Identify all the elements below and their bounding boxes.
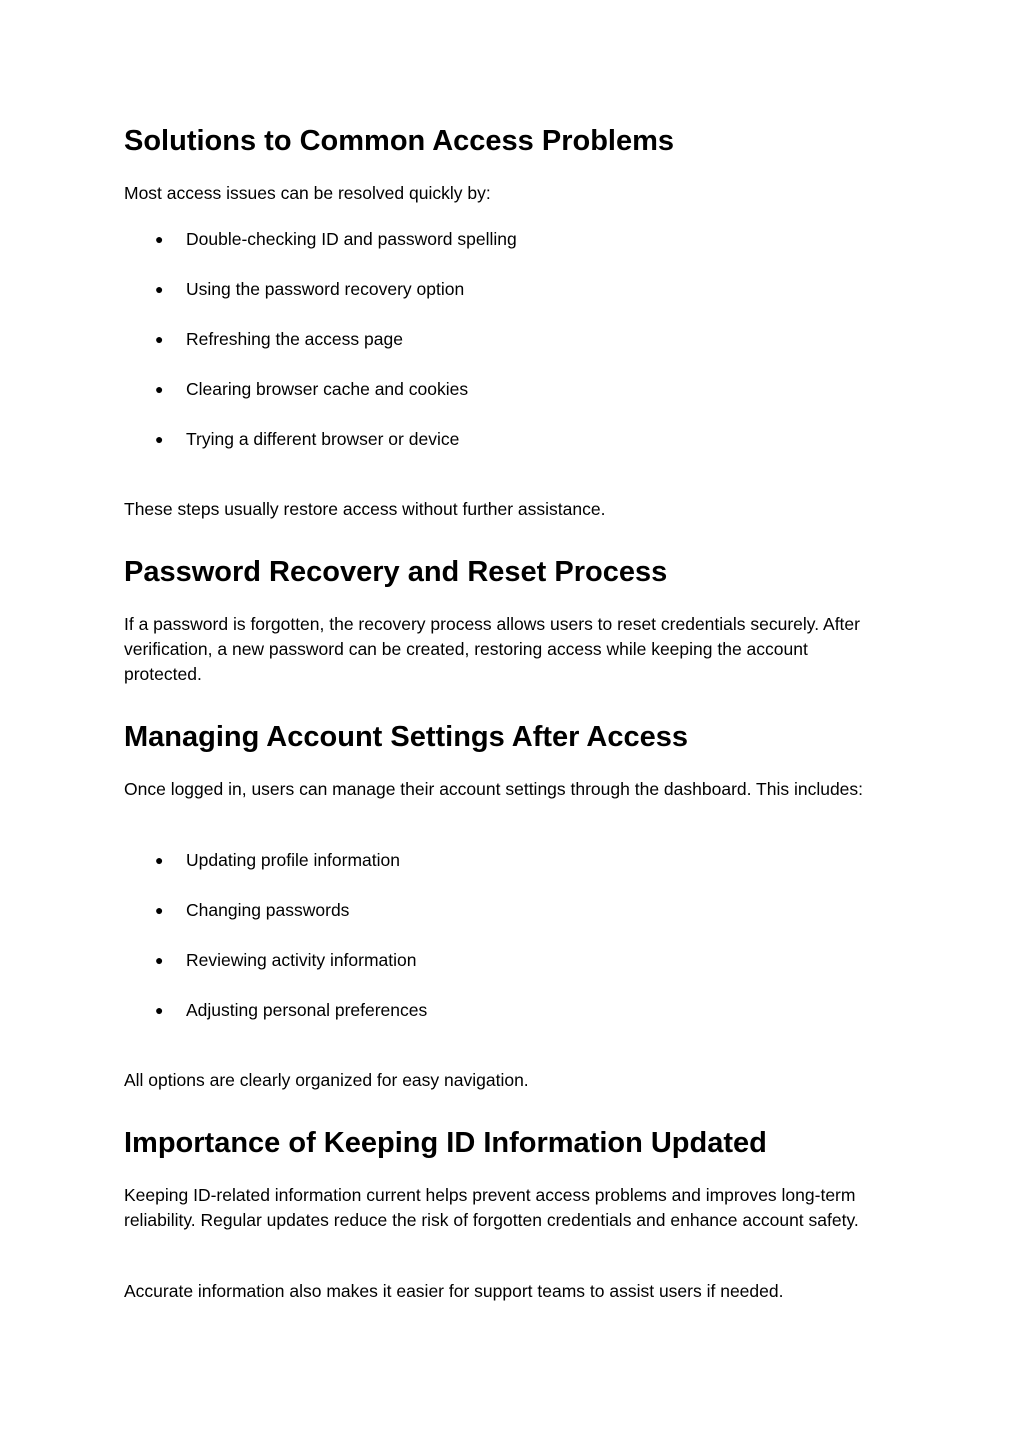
list-item: ● Using the password recovery option: [124, 277, 517, 327]
bullet-icon: ●: [155, 902, 164, 918]
bullet-icon: ●: [155, 1002, 164, 1018]
list-item: ● Double-checking ID and password spelling: [124, 227, 517, 277]
paragraph-id-information: Keeping ID-related information current helps prevent access problems and improves long-term reliability. Regular updates reduce the risk of forgotten credentials and enhance account safety.: [124, 1185, 859, 1230]
heading-account-settings: Managing Account Settings After Access: [124, 721, 688, 753]
list-item: ● Reviewing activity information: [124, 948, 427, 998]
bullet-icon: ●: [155, 952, 164, 968]
bullet-icon: ●: [155, 431, 164, 447]
list-item: ● Refreshing the access page: [124, 327, 517, 377]
heading-password-recovery: Password Recovery and Reset Process: [124, 556, 668, 588]
paragraph-id-information-2: Accurate information also makes it easier for support teams to assist users if needed.: [124, 1281, 784, 1301]
list-item: ● Updating profile information: [124, 848, 427, 898]
heading-id-information: Importance of Keeping ID Information Updated: [124, 1127, 767, 1159]
list-account-settings: [124, 848, 427, 1048]
paragraph-password-recovery: If a password is forgotten, the recovery process allows users to reset credentials securely. After verification, a new password can be created, restoring access while keeping the account protected.: [124, 614, 860, 684]
paragraph-solutions-intro: Most access issues can be resolved quickly by:: [124, 183, 491, 203]
bullet-icon: ●: [155, 281, 164, 297]
heading-solutions: Solutions to Common Access Problems: [124, 125, 675, 157]
bullet-icon: ●: [155, 381, 164, 397]
paragraph-solutions-outro: These steps usually restore access without further assistance.: [124, 499, 606, 519]
list-solutions: [124, 227, 517, 477]
bullet-icon: ●: [155, 852, 164, 868]
bullet-icon: ●: [155, 231, 164, 247]
list-item: ● Adjusting personal preferences: [124, 998, 427, 1048]
list-item: ● Clearing browser cache and cookies: [124, 377, 517, 427]
list-item: ● Trying a different browser or device: [124, 427, 517, 477]
paragraph-account-settings-intro: Once logged in, users can manage their account settings through the dashboard. This includes:: [124, 779, 864, 799]
paragraph-account-settings-outro: All options are clearly organized for easy navigation.: [124, 1070, 529, 1090]
bullet-icon: ●: [155, 331, 164, 347]
list-item: ● Changing passwords: [124, 898, 427, 948]
